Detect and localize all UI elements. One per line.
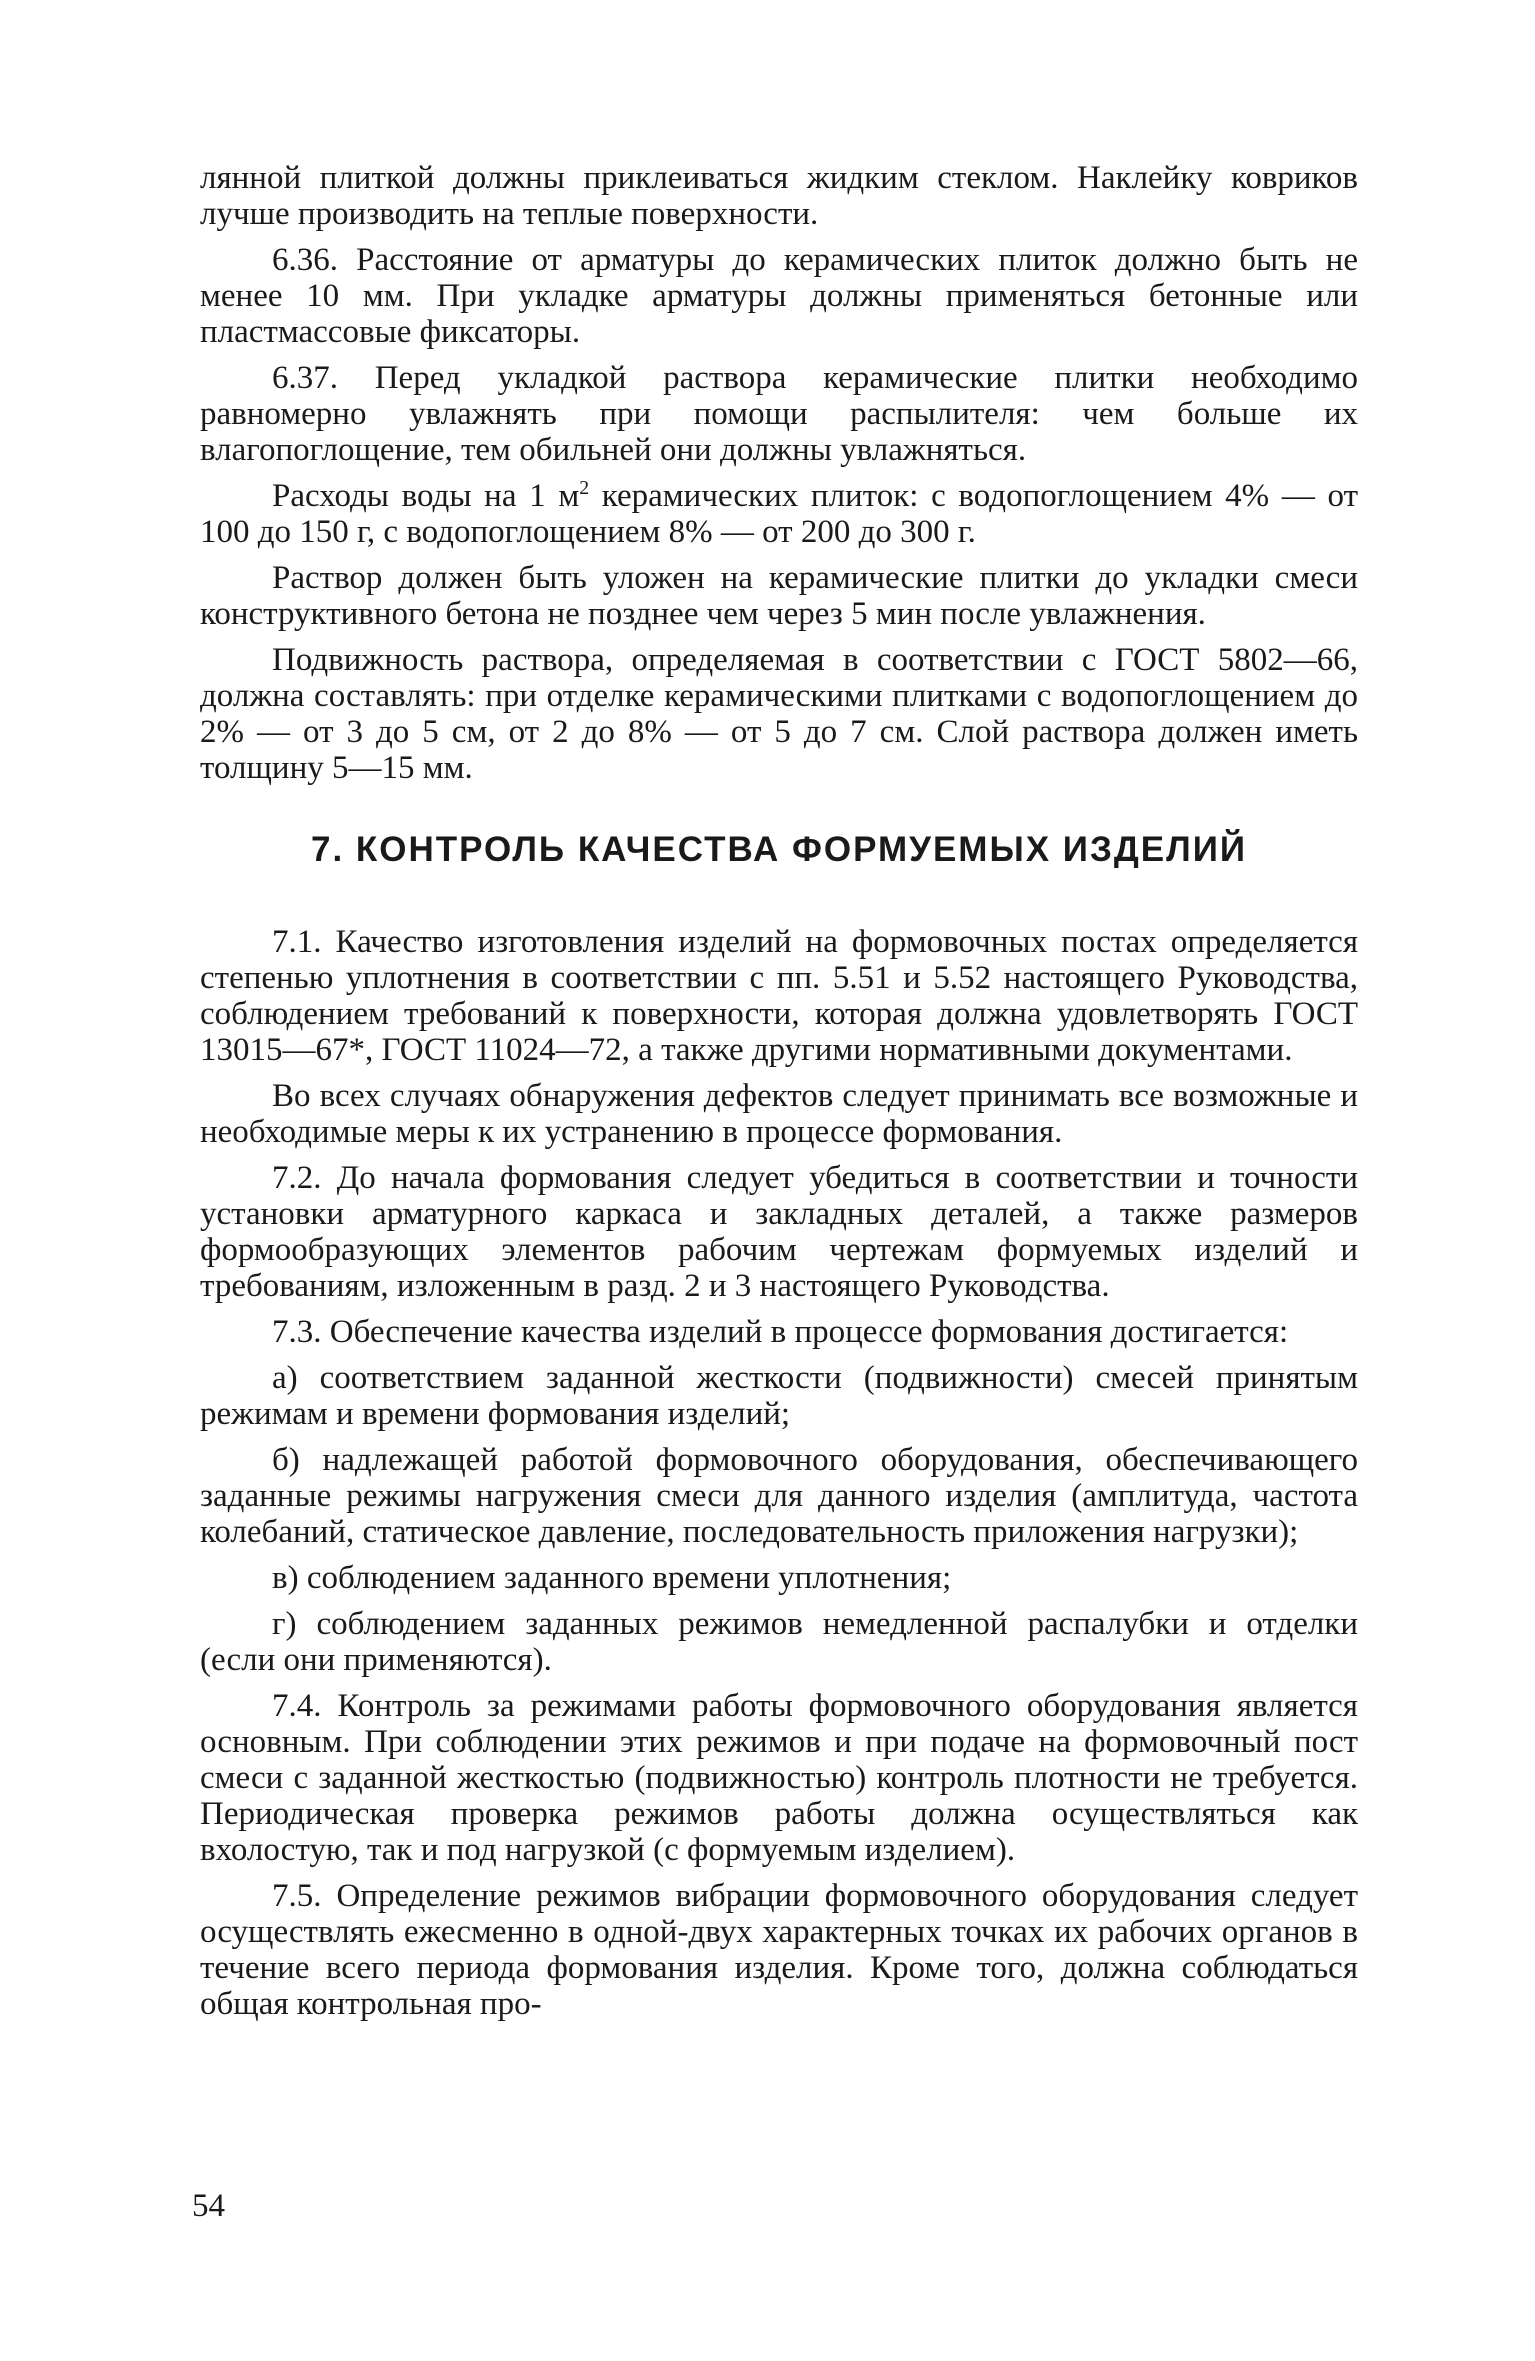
paragraph-water-consumption: [200, 478, 1358, 550]
page-number: 54: [192, 2188, 225, 2224]
list-item-v: в) соблюдением заданного времени уплотнения;: [272, 1560, 952, 1596]
paragraph-continuation: лянной плиткой должны приклеиваться жидким стеклом. Наклейку ковриков лучше производить на теплые поверхности.: [200, 160, 1358, 232]
paragraph-7-1-defects: Во всех случаях обнаружения дефектов следует принимать все возможные и необходимые меры к их устранению в процессе формования.: [200, 1078, 1358, 1150]
list-item-g: г) соблюдением заданных режимов немедленной распалубки и отделки (если они применяются).: [200, 1606, 1358, 1678]
water-text-before: Расходы воды на 1 м: [272, 478, 580, 514]
list-item-b: б) надлежащей работой формовочного оборудования, обеспечивающего заданные режимы нагружения смеси для данного изделия (амплитуда, частота колебаний, статическое давление, последовательность приложения нагрузки);: [200, 1442, 1358, 1550]
superscript-2: 2: [579, 477, 590, 499]
list-item-a: а) соответствием заданной жесткости (подвижности) смесей принятым режимам и времени формования изделий;: [200, 1360, 1358, 1432]
paragraph-7-2: 7.2. До начала формования следует убедиться в соответствии и точности установки арматурного каркаса и закладных деталей, а также размеров формообразующих элементов рабочим чертежам формуемых изделий и требованиям, изложенным в разд. 2 и 3 настоящего Руководства.: [200, 1160, 1358, 1304]
paragraph-6-36: 6.36. Расстояние от арматуры до керамических плиток должно быть не менее 10 мм. При укладке арматуры должны применяться бетонные или пластмассовые фиксаторы.: [200, 242, 1358, 350]
paragraph-mobility: Подвижность раствора, определяемая в соответствии с ГОСТ 5802—66, должна составлять: при отделке керамическими плитками с водопоглощением до 2% — от 3 до 5 см, от 2 до 8% — от 5 до 7 см. Слой раствора должен иметь толщину 5—15 мм.: [200, 642, 1358, 786]
paragraph-7-3: 7.3. Обеспечение качества изделий в процессе формования достигается:: [272, 1314, 1289, 1350]
water-text-after: керамических плиток: с водопоглощением 4% — от 100 до 150 г, с водопоглощением 8% — от 200 до 300 г.: [200, 478, 1358, 550]
paragraph-7-1: 7.1. Качество изготовления изделий на формовочных постах определяется степенью уплотнения в соответствии с пп. 5.51 и 5.52 настоящего Руководства, соблюдением требований к поверхности, которая должна удовлетворять ГОСТ 13015—67*, ГОСТ 11024—72, а также другими нормативными документами.: [200, 924, 1358, 1068]
section-heading: 7. КОНТРОЛЬ КАЧЕСТВА ФОРМУЕМЫХ ИЗДЕЛИЙ: [310, 830, 1248, 869]
paragraph-6-37: 6.37. Перед укладкой раствора керамические плитки необходимо равномерно увлажнять при помощи распылителя: чем больше их влагопоглощение, тем обильней они должны увлажняться.: [200, 360, 1358, 468]
paragraph-mortar: Раствор должен быть уложен на керамические плитки до укладки смеси конструктивного бетона не позднее чем через 5 мин после увлажнения.: [200, 560, 1358, 632]
paragraph-7-4: 7.4. Контроль за режимами работы формовочного оборудования является основным. При соблюдении этих режимов и при подаче на формовочный пост смеси с заданной жесткостью (подвижностью) контроль плотности не требуется. Периодическая проверка режимов работы должна осуществляться как вхолостую, так и под нагрузкой (с формуемым изделием).: [200, 1688, 1358, 1868]
paragraph-7-5: 7.5. Определение режимов вибрации формовочного оборудования следует осуществлять ежесменно в одной-двух характерных точках их рабочих органов в течение всего периода формования изделия. Кроме того, должна соблюдаться общая контрольная про-: [200, 1878, 1358, 2022]
page-body: [200, 160, 1358, 2022]
